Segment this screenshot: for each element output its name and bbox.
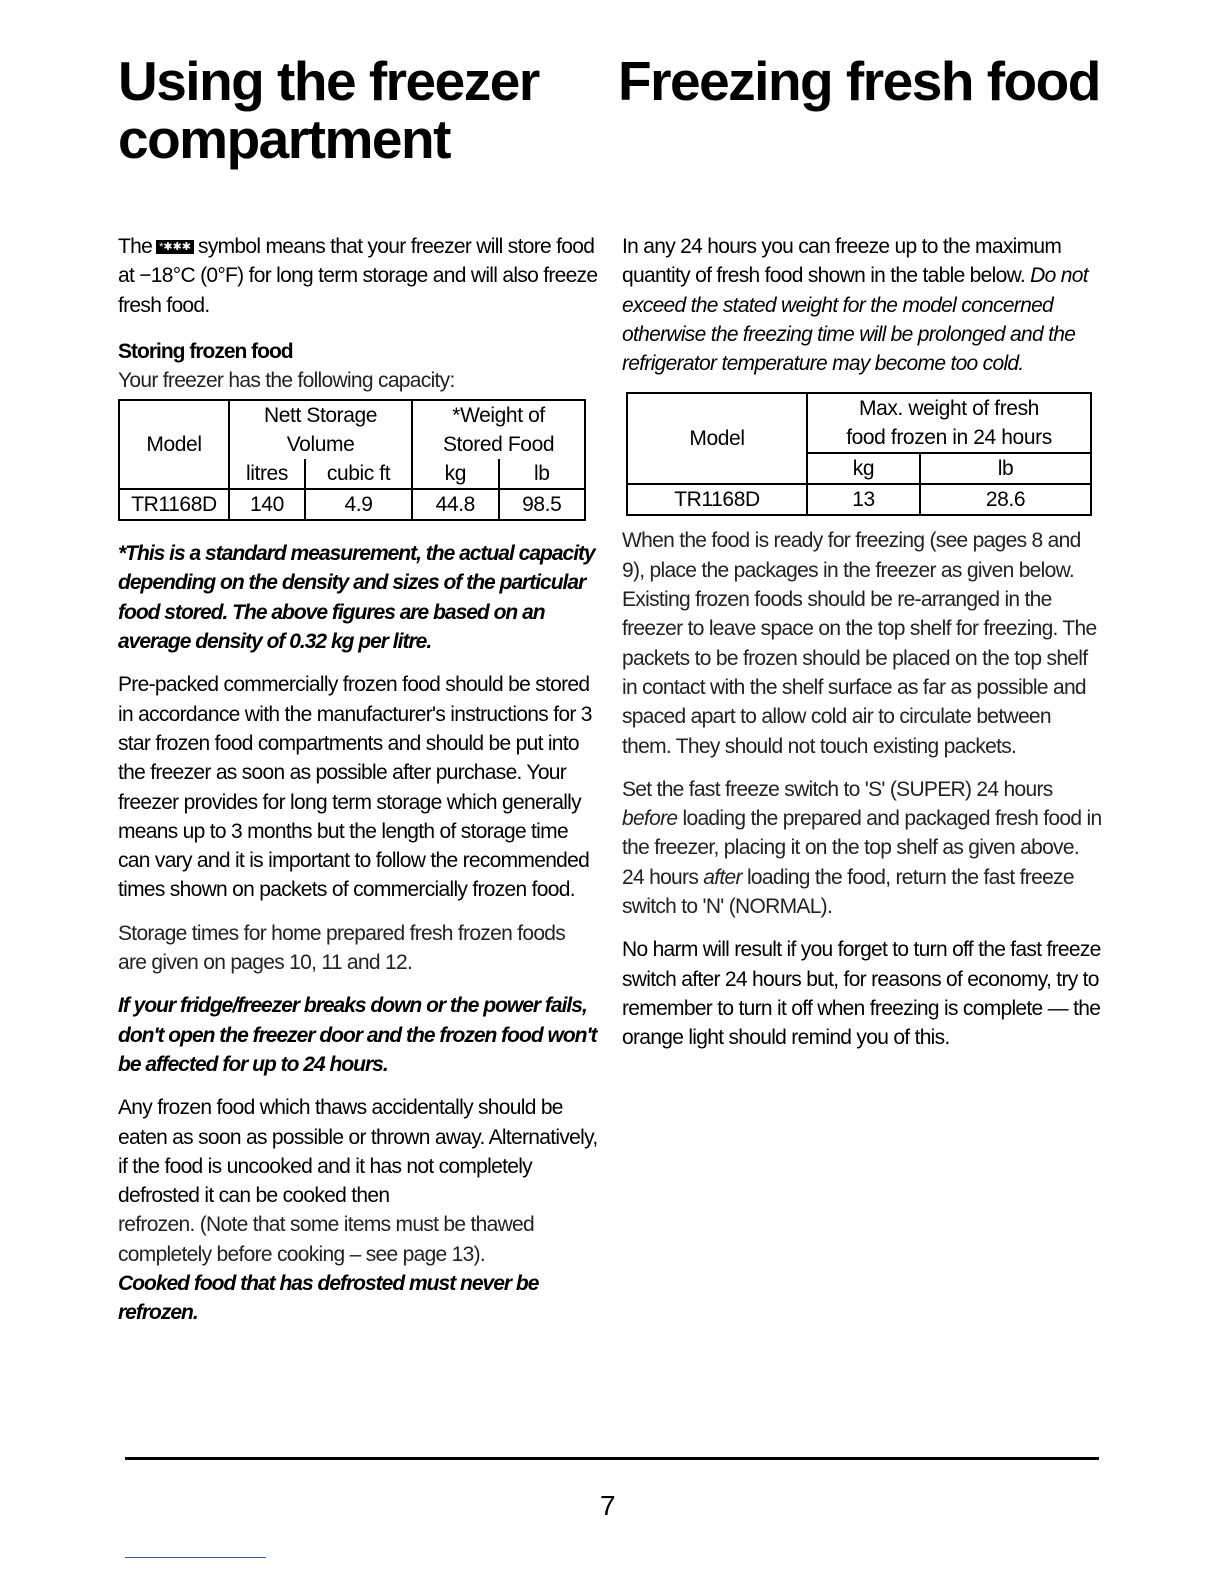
placement-paragraph: When the food is ready for freezing (see pages 8 and 9), place the packages in the freezer as given below. Existing frozen foods should be re-arranged in the freezer to leave space on the top shelf for freezing. The packets to be frozen should be placed on the top shelf in contact with the shelf surface as far as possible and spaced apart to allow cold air to circulate between them. They should not touch existing packets. (622, 529, 1097, 758)
header-max-weight: Max. weight of fresh food frozen in 24 hours (807, 393, 1091, 453)
footer-rule (125, 1457, 1099, 1460)
cooked-warning: Cooked food that has defrosted must never be refrozen. (118, 1272, 539, 1325)
thaw-note: refrozen. (Note that some items must be thawed completely before cooking – see page 13). (118, 1213, 534, 1266)
cell-litres: 140 (229, 489, 305, 520)
blue-line (125, 1557, 266, 1558)
header-litres: litres (229, 459, 305, 489)
p3-c: loading the food, return the fast freeze switch to 'N' (NORMAL). (622, 865, 1074, 919)
star-rating-symbol-icon: *✱✱✱ (156, 240, 194, 254)
capacity-table (118, 399, 586, 521)
cell-kg: 44.8 (412, 489, 498, 520)
storage-times-paragraph: Storage times for home prepared fresh frozen foods are given on pages 10, 11 and 12. (118, 921, 566, 975)
p3-a: Set the fast freeze switch to 'S' (SUPER) 24 hours (622, 777, 1053, 801)
header-weight: *Weight of Stored Food (412, 400, 585, 459)
cell-kg: 13 (807, 484, 920, 515)
intro-paragraph (118, 232, 598, 320)
thaw-paragraph: Any frozen food which thaws accidentally should be eaten as soon as possible or thrown away. Alternatively, if the food is uncooked and it has not completely defrosted it can be cooked then (118, 1096, 598, 1208)
intro-post: symbol means that your freezer will store food at −18°C (0°F) for long term storage and will also freeze fresh food. (118, 235, 598, 317)
table-row (119, 489, 585, 520)
fast-freeze-paragraph (622, 775, 1104, 921)
intro-paragraph-right (622, 232, 1104, 378)
freezing-table (626, 392, 1092, 516)
right-column (622, 232, 1104, 1067)
left-title: Using the freezer compartment (118, 50, 539, 170)
table-row (627, 484, 1091, 515)
cell-lb: 98.5 (499, 489, 585, 520)
header-model: Model (627, 393, 807, 484)
storing-sub: Your freezer has the following capacity: (118, 368, 455, 392)
header-lb: lb (920, 453, 1091, 484)
cell-model: TR1168D (627, 484, 807, 515)
cell-model: TR1168D (119, 489, 229, 520)
intro-pre: The (118, 235, 153, 258)
header-volume: Nett Storage Volume (229, 400, 412, 459)
storing-heading: Storing frozen food (118, 339, 293, 363)
power-failure-warning: If your fridge/freezer breaks down or the power fails, don't open the freezer door and the frozen food won't be affected for up to 24 hours. (118, 994, 597, 1076)
p3-before: before (622, 807, 678, 831)
header-lb: lb (499, 459, 585, 489)
p3-b: loading the prepared and packaged fresh food in the freezer, placing it on the top shelf as given above. 24 hours (622, 807, 1102, 889)
right-title: Freezing fresh food (618, 50, 1100, 112)
p1-warning: Do not exceed the stated weight for the model concerned otherwise the freezing time will be prolonged and the refrigerator temperature may become too cold. (622, 264, 1088, 376)
page-number: 7 (600, 1490, 616, 1521)
header-kg: kg (807, 453, 920, 484)
footnote: *This is a standard measurement, the actual capacity depending on the density and sizes of the particular food stored. The above figures are based on an average density of 0.32 kg per litre. (118, 542, 595, 654)
left-column (118, 232, 598, 1342)
p3-after: after (703, 865, 742, 889)
prepacked-paragraph: Pre-packed commercially frozen food should be stored in accordance with the manufacturer's instructions for 3 star frozen food compartments and should be put into the freezer as soon as possible after purchase. Your freezer provides for long term storage which generally means up to 3 months but the length of storage time can vary and it is important to follow the recommended times shown on packets of commercially frozen food. (118, 673, 592, 902)
header-kg: kg (412, 459, 498, 489)
header-model: Model (119, 400, 229, 489)
no-harm-paragraph: No harm will result if you forget to turn off the fast freeze switch after 24 hours but, for reasons of economy, try to remember to turn it off when freezing is complete — the orange light should remind you of this. (622, 938, 1101, 1050)
cell-lb: 28.6 (920, 484, 1091, 515)
p1-text: In any 24 hours you can freeze up to the maximum quantity of fresh food shown in the table below. (622, 235, 1062, 288)
header-cubic: cubic ft (305, 459, 412, 489)
cell-cubic: 4.9 (305, 489, 412, 520)
